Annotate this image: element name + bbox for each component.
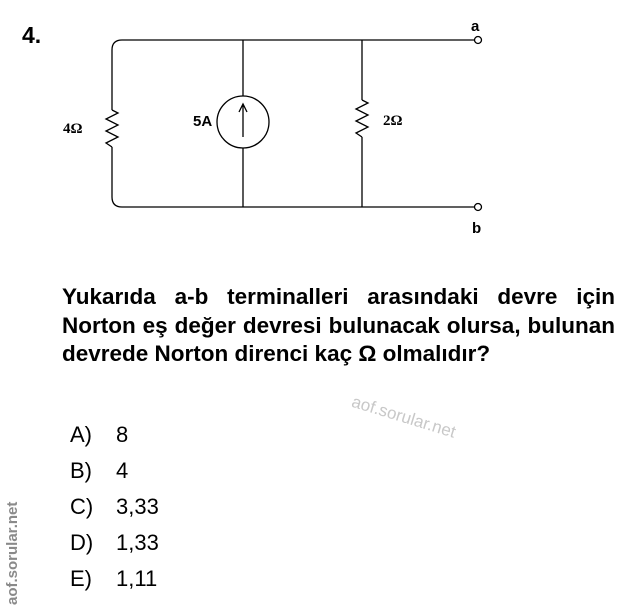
left-resistor <box>106 110 118 147</box>
current-arrow-icon <box>239 104 247 137</box>
option-value: 3,33 <box>116 494 159 519</box>
circuit-diagram <box>0 0 636 260</box>
options-list <box>70 420 159 600</box>
current-source-label: 5A <box>193 113 213 130</box>
terminal-a-label: a <box>471 18 480 35</box>
side-watermark: aof.sorular.net <box>4 501 21 605</box>
option-value: 1,11 <box>116 566 158 591</box>
option-key: B) <box>70 458 92 483</box>
option-key: E) <box>70 566 92 591</box>
terminal-b-label: b <box>472 220 482 237</box>
right-resistor <box>356 100 368 137</box>
right-resistor-label: 2Ω <box>383 113 403 129</box>
option-b[interactable] <box>70 456 159 492</box>
option-key: A) <box>70 422 92 447</box>
option-key: C) <box>70 494 94 519</box>
left-wire <box>112 40 474 207</box>
watermark: aof.sorular.net <box>349 392 459 442</box>
terminal-a <box>475 37 482 44</box>
option-c[interactable] <box>70 492 159 528</box>
question-text: Yukarıda a-b terminalleri arasındaki devre için Norton eş değer devresi bulunacak olursa, bulunan devrede Norton direnci kaç Ω olmalıdır? <box>62 284 615 366</box>
option-d[interactable] <box>70 528 159 564</box>
option-key: D) <box>70 530 94 555</box>
option-value: 1,33 <box>116 530 159 555</box>
left-resistor-label: 4Ω <box>63 121 83 137</box>
option-value: 8 <box>116 422 129 447</box>
option-a[interactable] <box>70 420 159 456</box>
option-value: 4 <box>116 458 129 483</box>
option-e[interactable] <box>70 564 159 600</box>
terminal-b <box>475 204 482 211</box>
question-number: 4. <box>22 22 42 48</box>
